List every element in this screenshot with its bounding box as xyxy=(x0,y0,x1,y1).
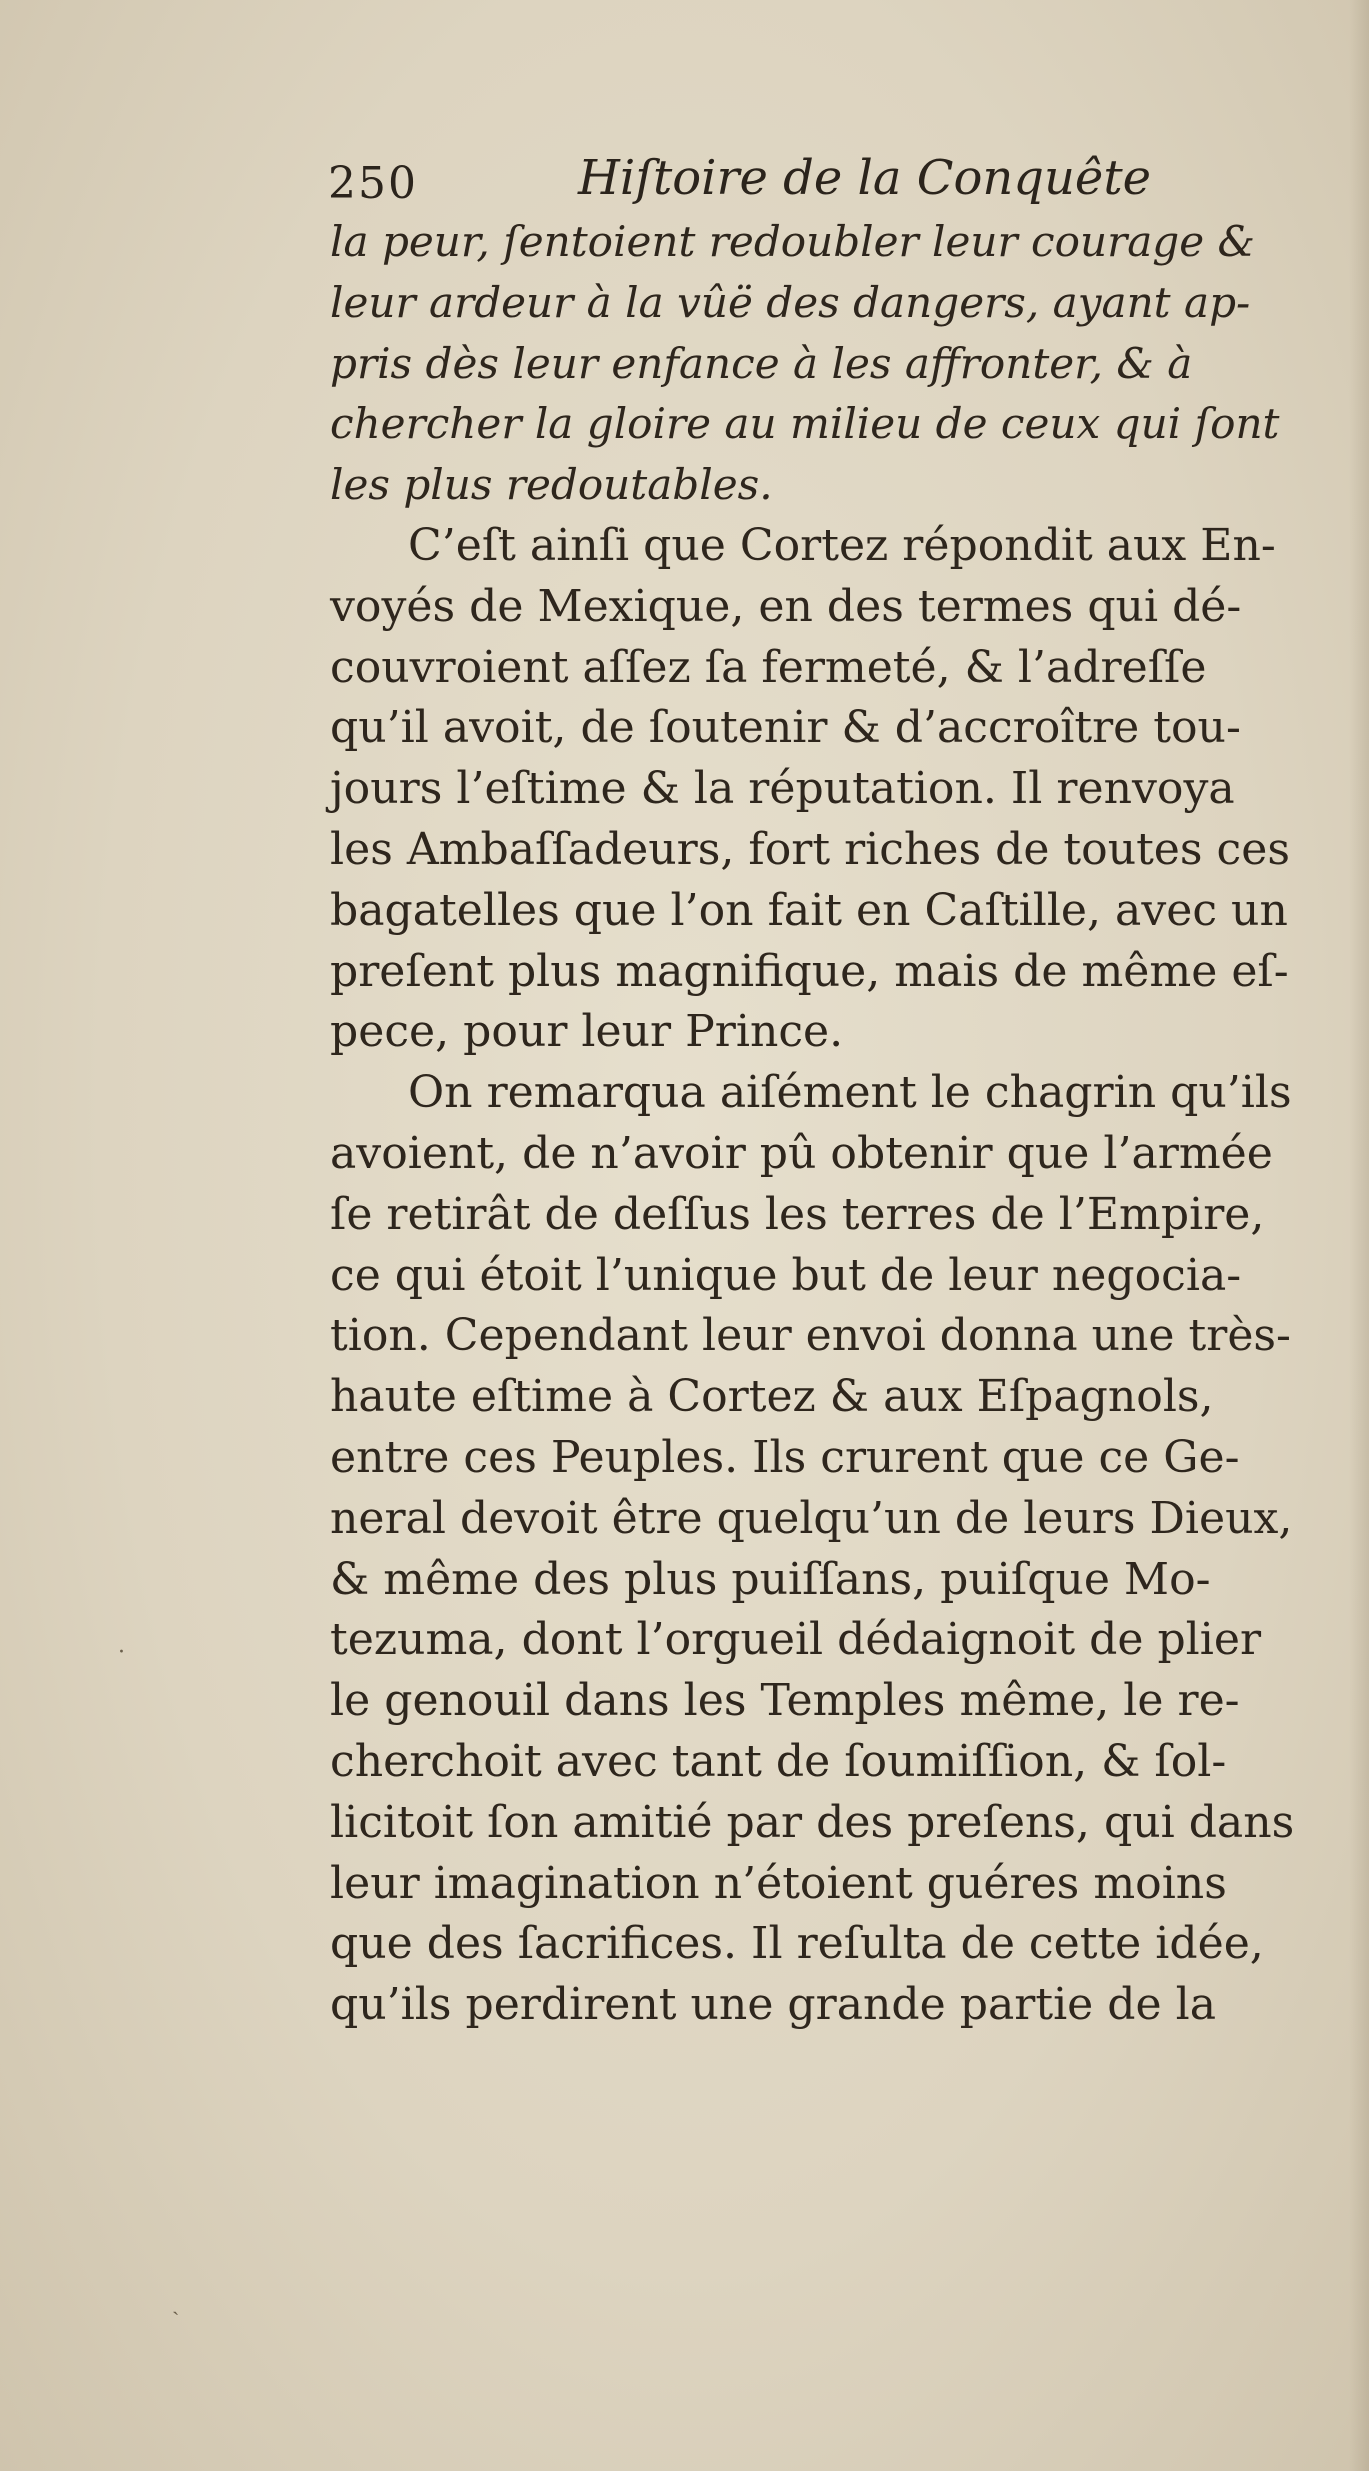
text-line: le genouil dans les Temples même, le re- xyxy=(330,1675,1240,1727)
text-line: pris dès leur enfance à les affronter, & à xyxy=(330,338,1193,388)
text-line: entre ces Peuples. Ils crurent que ce Ge- xyxy=(330,1431,1240,1483)
running-title: Hiſtoire de la Conquête xyxy=(578,150,1152,206)
text-line: tion. Cependant leur envoi donna une très- xyxy=(330,1310,1291,1362)
text-line: jours l’eſtime & la réputation. Il renvoya xyxy=(330,763,1235,815)
page-number: 250 xyxy=(328,158,418,209)
text-line: avoient, de n’avoir pû obtenir que l’armée xyxy=(330,1127,1273,1179)
margin-speck: · xyxy=(118,1640,125,1665)
text-line: cherchoit avec tant de ſoumiſſion, & ſol- xyxy=(330,1735,1227,1787)
body-text xyxy=(330,212,1369,2036)
text-line: preſent plus magnifique, mais de même eſ- xyxy=(330,945,1289,997)
text-line: & même des plus puiſſans, puiſque Mo- xyxy=(330,1553,1211,1605)
text-line: les Ambaſſadeurs, fort riches de toutes ces xyxy=(330,823,1290,875)
text-line: leur imagination n’étoient guéres moins xyxy=(330,1857,1227,1909)
text-line: voyés de Mexique, en des termes qui dé- xyxy=(330,580,1242,632)
text-line: qu’ils perdirent une grande partie de la xyxy=(330,1979,1217,2031)
text-line: ce qui étoit l’unique but de leur negocia- xyxy=(330,1249,1242,1301)
margin-speck: ˎ xyxy=(172,2291,180,2316)
text-line: pece, pour leur Prince. xyxy=(330,1006,844,1058)
text-line: qu’il avoit, de ſoutenir & d’accroître tou- xyxy=(330,702,1241,754)
text-line: que des ſacrifices. Il reſulta de cette idée, xyxy=(330,1918,1264,1970)
text-line: C’eſt ainſi que Cortez répondit aux En- xyxy=(408,519,1276,571)
text-line: chercher la gloire au milieu de ceux qui ſont xyxy=(330,399,1280,449)
text-line: haute eſtime à Cortez & aux Eſpagnols, xyxy=(330,1371,1214,1423)
text-line: bagatelles que l’on fait en Caſtille, avec un xyxy=(330,884,1288,936)
text-line: tezuma, dont l’orgueil dédaignoit de plier xyxy=(330,1614,1262,1666)
text-line: On remarqua aiſément le chagrin qu’ils xyxy=(408,1067,1292,1119)
text-line: ſe retirât de deſſus les terres de l’Empire, xyxy=(330,1188,1265,1240)
text-line: neral devoit être quelqu’un de leurs Dieux, xyxy=(330,1492,1293,1544)
text-line: les plus redoutables. xyxy=(330,460,773,510)
text-line: licitoit ſon amitié par des preſens, qui dans xyxy=(330,1796,1295,1848)
text-line: la peur, ſentoient redoubler leur courage & xyxy=(330,217,1255,266)
running-head xyxy=(328,150,1228,220)
text-line: couvroient aſſez ſa fermeté, & l’adreſſe xyxy=(330,641,1207,693)
text-line: leur ardeur à la vûë des dangers, ayant ap- xyxy=(330,277,1251,327)
